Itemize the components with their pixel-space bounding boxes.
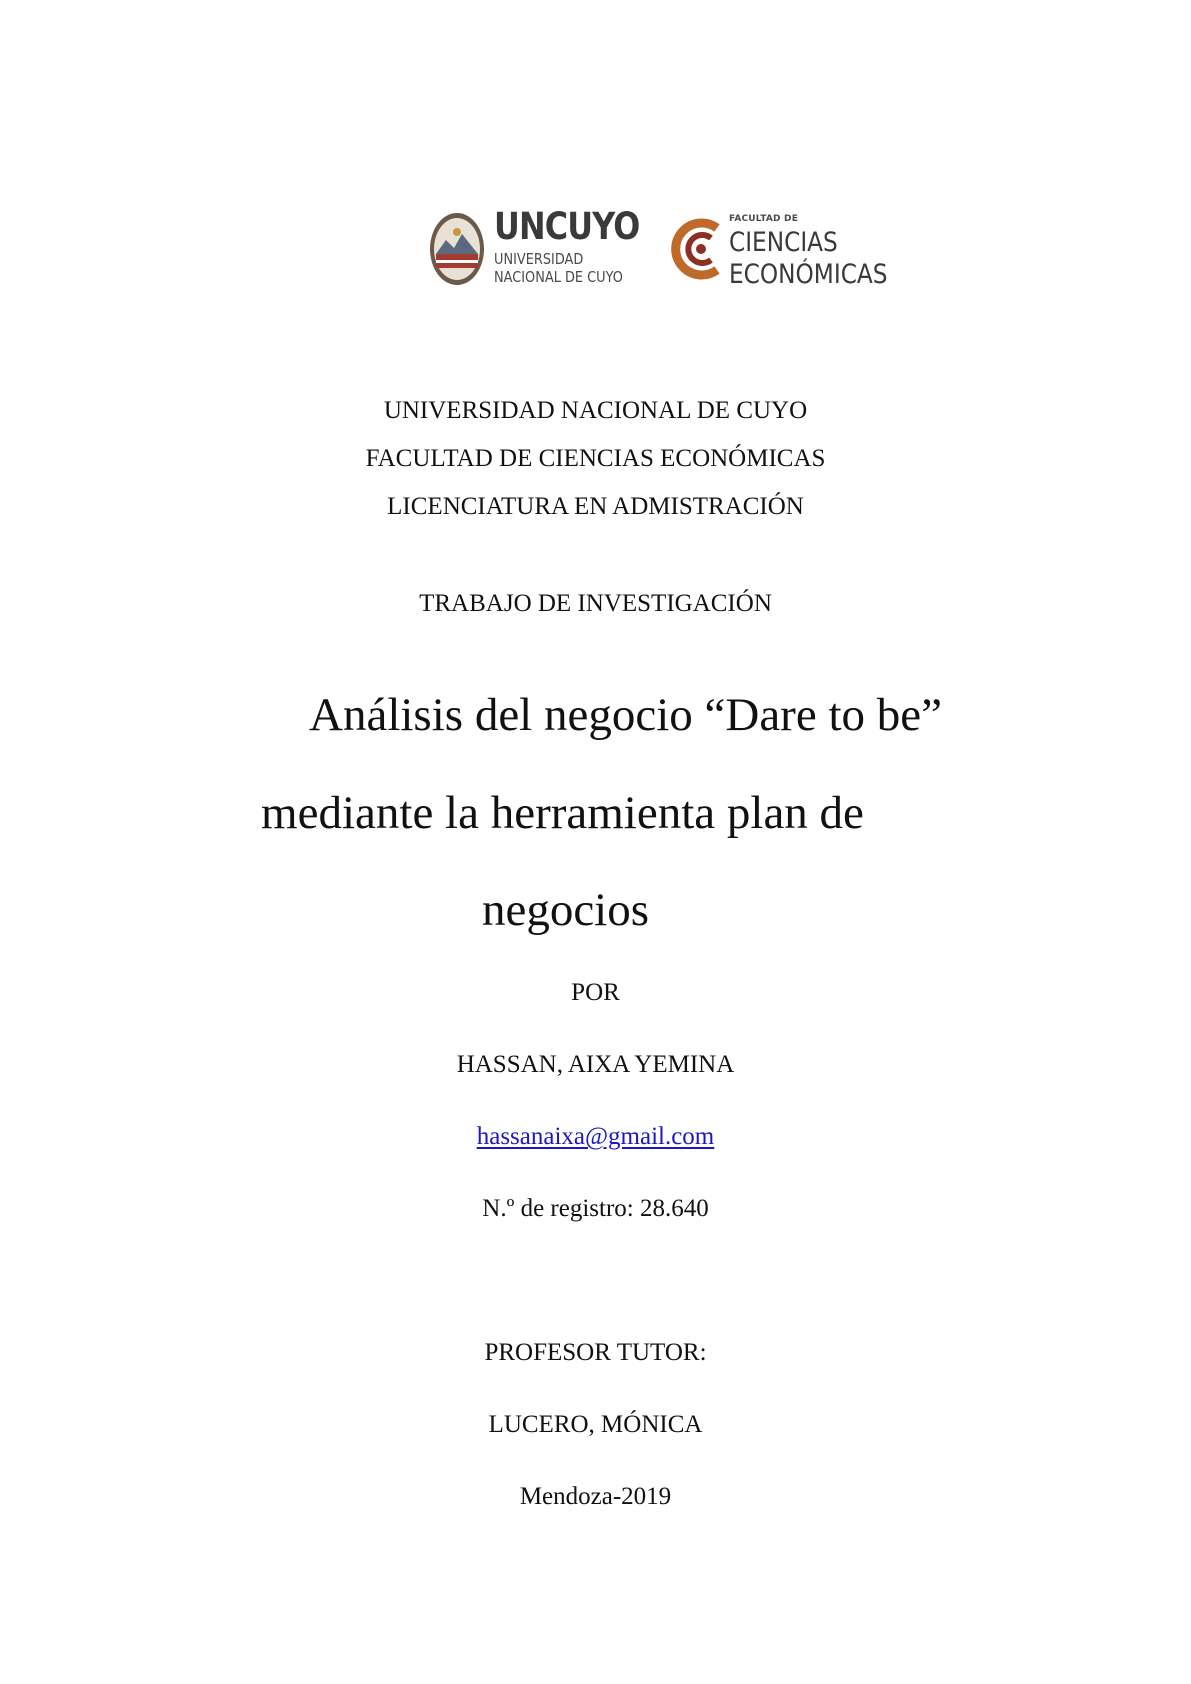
- logo-strip: [428, 198, 898, 298]
- title-line-2: mediante la herramienta plan de: [261, 787, 864, 839]
- title-line-1: Análisis del negocio “Dare to be”: [309, 689, 942, 741]
- by-label: POR: [571, 979, 620, 1006]
- tutor-name: LUCERO, MÓNICA: [488, 1411, 703, 1438]
- tutor-label: PROFESOR TUTOR:: [484, 1339, 707, 1366]
- fce-logo-line2: ECONÓMICAS: [729, 259, 888, 290]
- author-name: HASSAN, AIXA YEMINA: [456, 1051, 735, 1078]
- work-type: TRABAJO DE INVESTIGACIÓN: [419, 590, 772, 617]
- university-name: UNIVERSIDAD NACIONAL DE CUYO: [383, 397, 808, 424]
- registration-number: N.º de registro: 28.640: [482, 1195, 709, 1222]
- faculty-name: FACULTAD DE CIENCIAS ECONÓMICAS: [365, 445, 826, 472]
- author-email-link[interactable]: hassanaixa@gmail.com: [476, 1123, 715, 1150]
- fce-c-logo: [671, 214, 727, 284]
- uncuyo-subtitle-line1: UNIVERSIDAD: [494, 250, 584, 268]
- uncuyo-seal-logo: [428, 210, 486, 288]
- uncuyo-subtitle-line2: NACIONAL DE CUYO: [494, 268, 623, 286]
- place-date: Mendoza-2019: [519, 1483, 672, 1510]
- degree-name: LICENCIATURA EN ADMISTRACIÓN: [387, 493, 804, 520]
- fce-logo-line1: CIENCIAS: [729, 227, 838, 258]
- title-line-3: negocios: [481, 884, 650, 936]
- uncuyo-wordmark: UNCUYO: [494, 205, 640, 248]
- fce-logo-prefix: FACULTAD DE: [729, 214, 799, 224]
- author-email-row: [0, 1124, 1191, 1149]
